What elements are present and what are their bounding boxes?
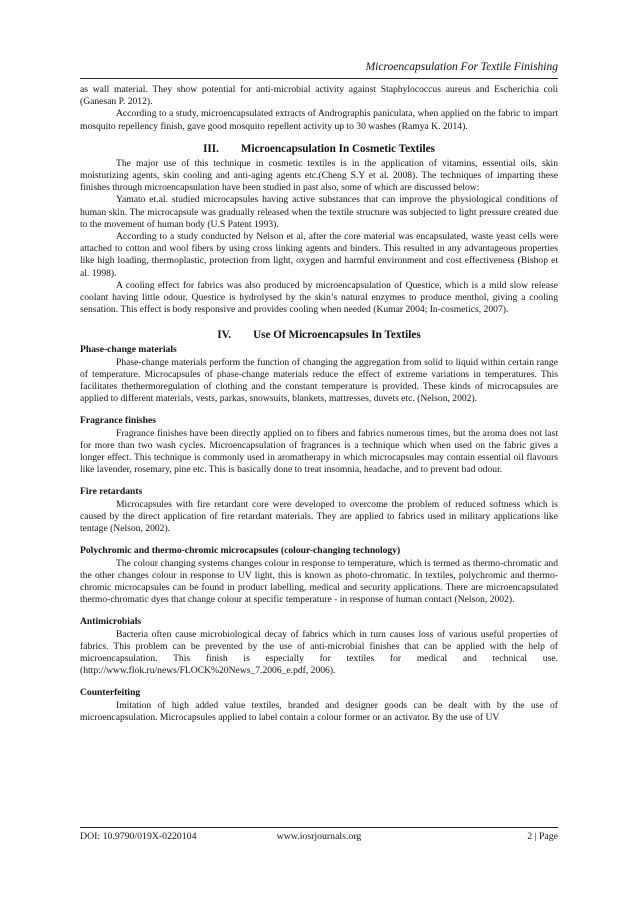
section-3-heading xyxy=(80,142,558,156)
footer-rule xyxy=(80,827,558,828)
section-4-heading xyxy=(80,328,558,342)
section-3-paragraph: Yamato et.al. studied microcapsules having active substances that can improve the physiological conditions of human skin. The microcapsule was gradually released when the textile structure was subjected to light pressure created due to the movement of human body (U.S Patent 1993). xyxy=(80,194,558,230)
section-4-number: IV. xyxy=(217,329,232,342)
subsection-heading-phase-change: Phase-change materials xyxy=(80,344,177,356)
subsection-text-fragrance: Fragrance finishes have been directly applied on to fibers and fabrics numerous times, but the aroma does not last for more than two wash cycles. Microencapsulation of fragrances is a technique which when used on the fabric gives a longer effect. This technique is commonly used in aromatherapy in which microcapsules may contain essential oil flavours like lavender, rosemary, pine etc. This is basically done to treat insomnia, headache, and to prevent bad odour. xyxy=(80,427,558,476)
section-4-title: Use Of Microencapsules In Textiles xyxy=(253,329,421,342)
section-3-title: Microencapsulation In Cosmetic Textiles xyxy=(240,142,435,155)
subsection-heading-fragrance: Fragrance finishes xyxy=(80,415,156,427)
footer-page-number: 2 | Page xyxy=(527,831,558,842)
footer-website: www.iosrjournals.org xyxy=(276,831,362,842)
subsection-heading-counterfeiting: Counterfeiting xyxy=(80,687,141,699)
subsection-text-phase-change: Phase-change materials perform the function of changing the aggregation from solid to liquid within certain range of temperature. Microcapsules of phase-change materials reduce the effect of extreme variations in temperatures. This facilitates thethermoregulation of clothing and the constant temperature is provided. These kinds of microcapsules are applied to different materials, vests, parkas, snowsuits, blankets, mattresses, duvets etc. (Nelson, 2002). xyxy=(80,356,558,405)
header-rule xyxy=(80,78,558,79)
running-title: Microencapsulation For Textile Finishing xyxy=(365,61,558,73)
page-body xyxy=(80,84,558,724)
subsection-text-antimicrobials: Bacteria often cause microbiological decay of fabrics which in turn causes loss of various useful properties of fabrics. This problem can be prevented by the use of anti-microbial finishes that can be applied with the help of microencapsulation. This finish is especially for textiles for medical and technical use. (http://www.flok.ru/news/FLOCK%20News_7.2006_e.pdf, 2006). xyxy=(80,628,558,677)
footer-doi: DOI: 10.9790/019X-0220104 xyxy=(80,831,197,842)
section-3-paragraph: The major use of this technique in cosmetic textiles is in the application of vitamins, essential oils, skin moisturizing agents, skin cooling and anti-aging agents etc.(Cheng S.Y et al. 2008). The techniques of imparting these finishes through microencapsulation have been studied in past also, some of which are discussed below: xyxy=(80,157,558,194)
subsection-text-fire-retardants: Microcapsules with fire retardant core were developed to overcome the problem of reduced softness which is caused by the direct application of fire retardant materials. They are applied to fabrics used in military applications like tentage (Nelson, 2002). xyxy=(80,498,558,535)
subsection-heading-fire-retardants: Fire retardants xyxy=(80,486,143,498)
subsection-text-counterfeiting: Imitation of high added value textiles, branded and designer goods can be dealt with by the use of microencapsulation. Microcapsules applied to label contain a colour former or an activator. By the use of UV xyxy=(80,699,558,723)
subsection-text-polychromic: The colour changing systems changes colour in response to temperature, which is termed as thermo-chromatic and the other changes colour in response to UV light, this is known as photo-chromatic. In textiles, polychromic and thermo-chromic microcapsules can be found in product labelling, medical and security applications. There are microencapsulated thermo-chromatic dyes that change colour at specific temperature - in response of human contact (Nelson, 2002). xyxy=(80,557,558,606)
section-3-paragraph: According to a study conducted by Nelson et al, after the core material was encapsulated, waste yeast cells were attached to cotton and wool fibers by using cross linking agents and binders. This resulted in any advantageous properties like high loading, thermoplastic, protection from light, oxygen and harmful environment and cost effectiveness (Bishop et al. 1998). xyxy=(80,231,558,279)
intro-paragraph-1: as wall material. They show potential for anti-microbial activity against Staphylococcus aureus and Escherichia coli (Ganesan P. 2012). xyxy=(80,84,558,108)
subsection-heading-polychromic: Polychromic and thermo-chromic microcapsules (colour-changing technology) xyxy=(80,545,401,557)
subsection-heading-antimicrobials: Antimicrobials xyxy=(80,616,142,628)
section-3-number: III. xyxy=(203,142,219,155)
intro-paragraph-2: According to a study, microencapsulated extracts of Andrographis paniculata, when applied on the fabric to impart mosquito repellency finish, gave good mosquito repellent activity up to 30 washes (Ramya K. 2014). xyxy=(80,108,558,132)
section-3-paragraph: A cooling effect for fabrics was also produced by microencapsulation of Questice, which is a mild slow release coolant having little odour. Questice is hydrolysed by the skin’s natural enzymes to produce menthol, giving a cooling sensation. This effect is body responsive and provides cooling when needed (Kumar 2004; In-cosmetics, 2007). xyxy=(80,279,558,316)
